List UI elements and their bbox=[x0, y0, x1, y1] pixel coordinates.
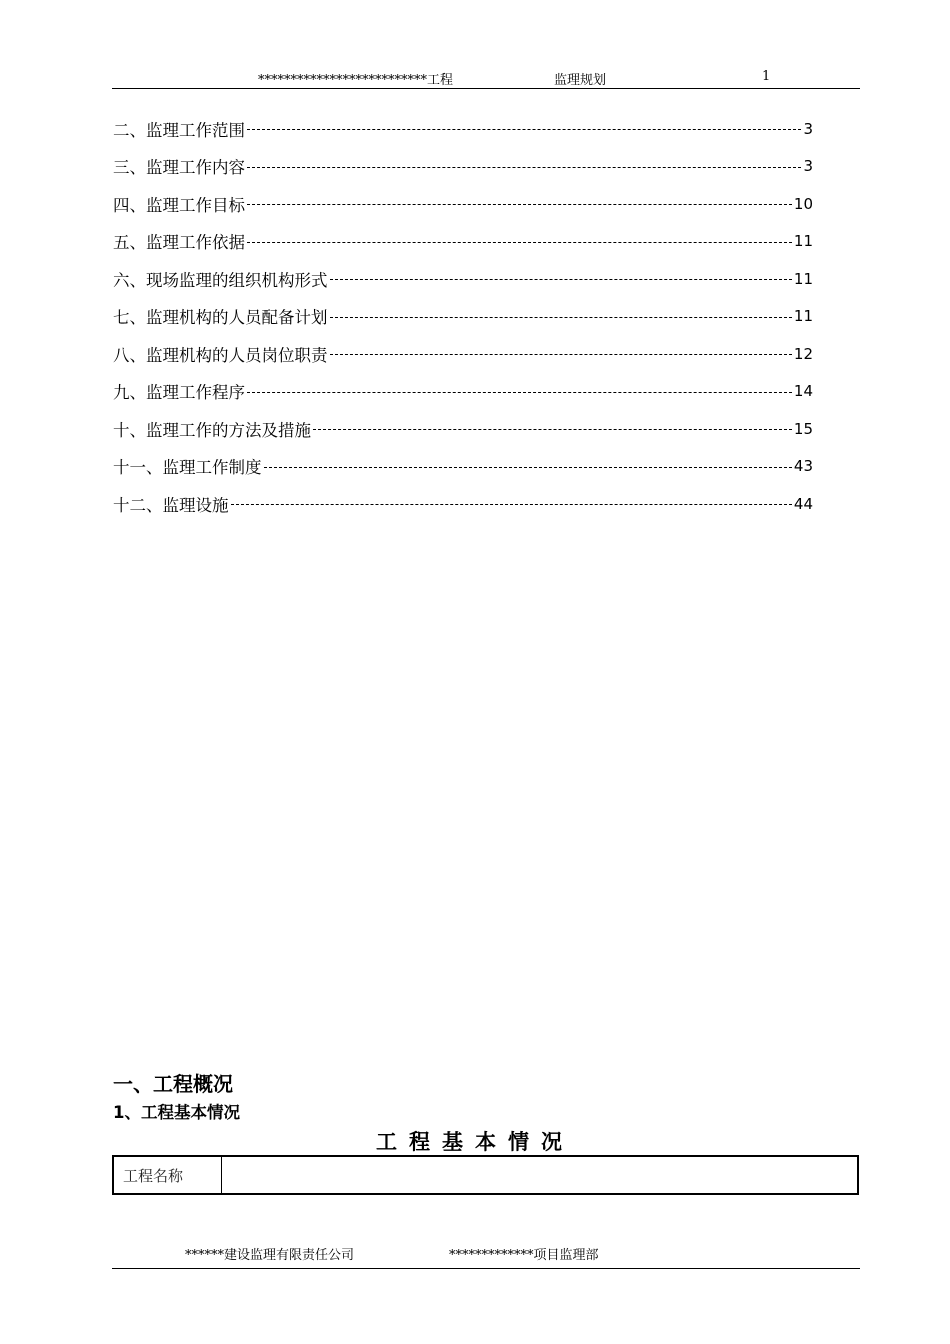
toc-title: 三、监理工作内容 bbox=[113, 158, 245, 178]
toc-title: 六、现场监理的组织机构形式 bbox=[113, 270, 328, 290]
toc-leader bbox=[247, 204, 792, 205]
toc-page: 43 bbox=[793, 457, 813, 476]
toc-entry[interactable] bbox=[113, 410, 813, 448]
header-doc-type: 监理规划 bbox=[554, 73, 607, 88]
toc-page: 44 bbox=[793, 494, 813, 513]
table-caption: 工程基本情况 bbox=[376, 1130, 574, 1154]
toc-title: 九、监理工作程序 bbox=[113, 383, 245, 403]
section-subtitle: 1、工程基本情况 bbox=[113, 1103, 240, 1122]
toc-leader bbox=[247, 392, 792, 393]
toc-title: 二、监理工作范围 bbox=[113, 120, 245, 140]
toc-page: 12 bbox=[793, 344, 813, 363]
toc-page: 11 bbox=[793, 232, 813, 251]
toc-title: 十一、监理工作制度 bbox=[113, 458, 262, 478]
toc-entry[interactable] bbox=[113, 110, 813, 148]
toc-page: 3 bbox=[803, 157, 813, 176]
toc-leader bbox=[231, 504, 792, 505]
toc-title: 七、监理机构的人员配备计划 bbox=[113, 308, 328, 328]
page-header bbox=[112, 68, 860, 89]
toc-entry[interactable] bbox=[113, 335, 813, 373]
footer-company: ******建设监理有限责任公司 bbox=[185, 1248, 355, 1263]
toc-leader bbox=[330, 354, 792, 355]
toc-page: 11 bbox=[793, 269, 813, 288]
toc-title: 五、监理工作依据 bbox=[113, 233, 245, 253]
toc-page: 14 bbox=[793, 382, 813, 401]
toc-title: 八、监理机构的人员岗位职责 bbox=[113, 345, 328, 365]
table-cell-label: 工程名称 bbox=[114, 1157, 222, 1193]
toc-entry[interactable] bbox=[113, 260, 813, 298]
table-of-contents bbox=[113, 110, 813, 523]
toc-leader bbox=[313, 429, 792, 430]
toc-entry[interactable] bbox=[113, 485, 813, 523]
toc-entry[interactable] bbox=[113, 298, 813, 336]
toc-title: 十、监理工作的方法及措施 bbox=[113, 420, 311, 440]
toc-title: 十二、监理设施 bbox=[113, 495, 229, 515]
section-title: 一、工程概况 bbox=[113, 1072, 233, 1096]
toc-entry[interactable] bbox=[113, 148, 813, 186]
toc-title: 四、监理工作目标 bbox=[113, 195, 245, 215]
toc-entry[interactable] bbox=[113, 185, 813, 223]
toc-leader bbox=[247, 167, 801, 168]
toc-entry[interactable] bbox=[113, 373, 813, 411]
toc-page: 10 bbox=[793, 194, 813, 213]
toc-leader bbox=[330, 317, 792, 318]
toc-page: 3 bbox=[803, 119, 813, 138]
toc-leader bbox=[247, 242, 792, 243]
table-cell-value bbox=[222, 1157, 857, 1193]
footer-department: *************项目监理部 bbox=[449, 1248, 599, 1263]
toc-leader bbox=[264, 467, 792, 468]
page-footer bbox=[112, 1244, 860, 1269]
toc-page: 15 bbox=[793, 419, 813, 438]
toc-entry[interactable] bbox=[113, 448, 813, 486]
toc-page: 11 bbox=[793, 307, 813, 326]
project-info-table bbox=[112, 1155, 859, 1195]
header-page-number: 1 bbox=[762, 69, 771, 84]
toc-leader bbox=[330, 279, 792, 280]
toc-entry[interactable] bbox=[113, 223, 813, 261]
toc-leader bbox=[247, 129, 801, 130]
header-project: **************************工程 bbox=[258, 73, 454, 88]
